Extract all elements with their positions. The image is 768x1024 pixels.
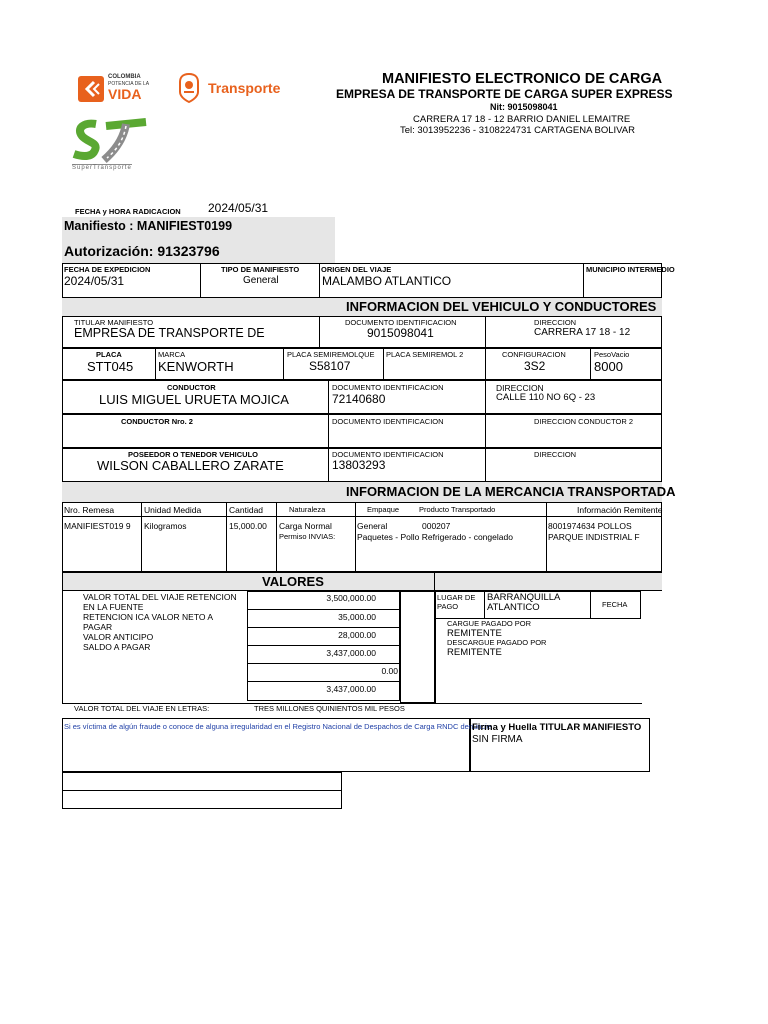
origen-label: ORIGEN DEL VIAJE [321, 265, 392, 274]
valor-line3: RETENCION ICA VALOR NETO A [83, 612, 214, 622]
titular-value: EMPRESA DE TRANSPORTE DE [74, 326, 265, 340]
valores-section-header [62, 572, 435, 591]
valor-letras-label: VALOR TOTAL DEL VIAJE EN LETRAS: [74, 704, 210, 713]
colombia-line2: POTENCIA DE LA [108, 81, 150, 87]
conductor-doc-value: 72140680 [332, 392, 386, 406]
company-address: CARRERA 17 18 - 12 BARRIO DANIEL LEMAITRE [413, 114, 631, 125]
supertransporte-text: SuperTransporte [72, 165, 132, 171]
poseedor-dir-label: DIRECCION [534, 450, 577, 459]
configuracion-label: CONFIGURACION [502, 350, 566, 359]
poseedor-doc-label: DOCUMENTO IDENTIFICACION [332, 450, 444, 459]
configuracion-value: 3S2 [524, 359, 546, 373]
marca-value: KENWORTH [158, 359, 234, 374]
titular-dir-label: DIRECCION [534, 318, 577, 327]
poseedor-value: WILSON CABALLERO ZARATE [97, 458, 284, 473]
lugar-pago-label: LUGAR DE PAGO [437, 593, 476, 611]
conductor-dir-value: CALLE 110 NO 6Q - 23 [496, 392, 596, 403]
municipio-label: MUNICIPIO INTERMEDIO [586, 265, 675, 274]
conductor-dir-label: DIRECCION [496, 383, 544, 393]
fecha-expedicion-value: 2024/05/31 [64, 274, 125, 288]
semiremolque2-label: PLACA SEMIREMOL 2 [386, 350, 464, 359]
col-info-remitente: Información Remitente [577, 505, 663, 515]
col-empaque: Empaque [367, 505, 400, 514]
valor-line4: PAGAR [83, 622, 113, 632]
valor-amount-6: 3,437,000.00 [326, 684, 376, 694]
colombia-line1: COLOMBIA [108, 74, 141, 80]
valor-amount-2: 35,000.00 [338, 612, 376, 622]
transporte-logo [176, 72, 286, 106]
peso-vacio-label: PesoVacio [594, 350, 630, 359]
permiso-invias: Permiso INVIAS: [279, 532, 336, 541]
mercancia-section-title: INFORMACION DE LA MERCANCIA TRANSPORTADA [346, 484, 676, 499]
signature-line-2 [62, 790, 342, 809]
col-unidad: Unidad Medida [144, 505, 202, 515]
valor-amount-4: 3,437,000.00 [326, 648, 376, 658]
col-remesa: Nro. Remesa [64, 505, 115, 515]
titular-doc-value: 9015098041 [367, 326, 434, 340]
empaque-value: General [357, 521, 388, 531]
valor-line2: EN LA FUENTE [83, 602, 144, 612]
st-logo-icon [70, 116, 150, 164]
conductor-value: LUIS MIGUEL URUETA MOJICA [99, 392, 289, 407]
cargue-label: CARGUE PAGADO POR [447, 619, 532, 628]
colombia-chevron-icon [78, 76, 104, 102]
poseedor-label: POSEEDOR O TENEDOR VEHICULO [128, 450, 259, 459]
descargue-label: DESCARGUE PAGADO POR [447, 638, 547, 647]
conductor2-label: CONDUCTOR Nro. 2 [121, 417, 193, 426]
tipo-manifiesto-value: General [243, 275, 279, 286]
signature-line-1 [62, 772, 342, 791]
peso-vacio-value: 8000 [594, 359, 623, 374]
fecha-pago-label: FECHA [602, 600, 628, 609]
placa-label: PLACA [96, 350, 122, 359]
valor-letras-value: TRES MILLONES QUINIENTOS MIL PESOS [254, 704, 405, 713]
remesa-value: MANIFIEST019 9 [64, 521, 131, 531]
conductor-doc-label: DOCUMENTO IDENTIFICACION [332, 383, 444, 392]
vehiculo-section-header [62, 298, 662, 316]
company-nit: Nit: 9015098041 [490, 102, 558, 112]
transporte-text: Transporte [208, 80, 281, 96]
col-cantidad: Cantidad [229, 505, 264, 515]
vehiculo-section-title: INFORMACION DEL VEHICULO Y CONDUCTORES [346, 299, 657, 314]
producto-value: Paquetes - Pollo Refrigerado - congelado [357, 532, 513, 542]
valores-section-title: VALORES [262, 574, 324, 589]
tipo-manifiesto-label: TIPO DE MANIFIESTO [221, 265, 300, 274]
producto-codigo: 000207 [422, 521, 451, 531]
company-name: EMPRESA DE TRANSPORTE DE CARGA SUPER EXPRESS [336, 87, 673, 101]
titular-dir-value: CARRERA 17 18 - 12 [534, 327, 631, 338]
lugar-pago-line2: ATLANTICO [487, 602, 540, 613]
remitente-line2: PARQUE INDISTRIAL F [548, 532, 640, 542]
col-naturaleza: Naturaleza [289, 505, 326, 514]
origen-value: MALAMBO ATLANTICO [322, 274, 452, 288]
valor-line6: SALDO A PAGAR [83, 642, 151, 652]
coat-of-arms-icon [176, 72, 202, 104]
conductor-label: CONDUCTOR [167, 383, 216, 392]
fraude-notice[interactable]: Si es víctima de algún fraude o conoce de alguna irregularidad en el Registro Nacional de Despachos de Carga RNDC denuncie [64, 722, 491, 731]
valor-line5: VALOR ANTICIPO [83, 632, 154, 642]
remitente-line1: 8001974634 POLLOS [548, 521, 632, 531]
semiremolque-value: S58107 [309, 359, 351, 373]
titular-doc-label: DOCUMENTO IDENTIFICACION [345, 318, 457, 327]
conductor2-doc-label: DOCUMENTO IDENTIFICACION [332, 417, 444, 426]
colombia-line3: VIDA [108, 86, 142, 102]
document-title: MANIFIESTO ELECTRONICO DE CARGA [382, 71, 663, 87]
marca-label: MARCA [158, 350, 186, 359]
firma-value: SIN FIRMA [472, 734, 523, 745]
manifiesto-box [62, 217, 335, 263]
naturaleza-value: Carga Normal [279, 521, 332, 531]
company-phone: Tel: 3013952236 - 3108224731 CARTAGENA BOLIVAR [400, 125, 636, 136]
valor-amount-5: 0.00 [381, 666, 398, 676]
conductor2-dir-label: DIRECCION CONDUCTOR 2 [534, 417, 634, 426]
autorizacion-number: Autorización: 91323796 [64, 243, 220, 259]
valor-amount-1: 3,500,000.00 [326, 593, 376, 603]
radicacion-value: 2024/05/31 [208, 201, 269, 215]
titular-label: TITULAR MANIFIESTO [74, 318, 154, 327]
firma-label: Firma y Huella TITULAR MANIFIESTO [472, 722, 642, 733]
descargue-value: REMITENTE [447, 647, 502, 658]
mercancia-section-header [62, 482, 676, 502]
cantidad-value: 15,000.00 [229, 521, 267, 531]
colombia-logo [78, 74, 156, 106]
supertransporte-logo [70, 116, 150, 174]
lugar-pago-line1: BARRANQUILLA [487, 592, 561, 603]
valor-amount-3: 28,000.00 [338, 630, 376, 640]
radicacion-label: FECHA y HORA RADICACION [75, 207, 181, 216]
semiremolque-label: PLACA SEMIREMOLQUE [287, 350, 375, 359]
poseedor-doc-value: 13803293 [332, 458, 386, 472]
placa-value: STT045 [87, 359, 134, 374]
manifiesto-number: Manifiesto : MANIFIEST0199 [64, 219, 233, 233]
col-producto: Producto Transportado [419, 505, 496, 514]
unidad-value: Kilogramos [144, 521, 187, 531]
fecha-expedicion-label: FECHA DE EXPEDICION [64, 265, 151, 274]
cargue-value: REMITENTE [447, 628, 502, 639]
valor-line1: VALOR TOTAL DEL VIAJE RETENCION [83, 592, 237, 602]
